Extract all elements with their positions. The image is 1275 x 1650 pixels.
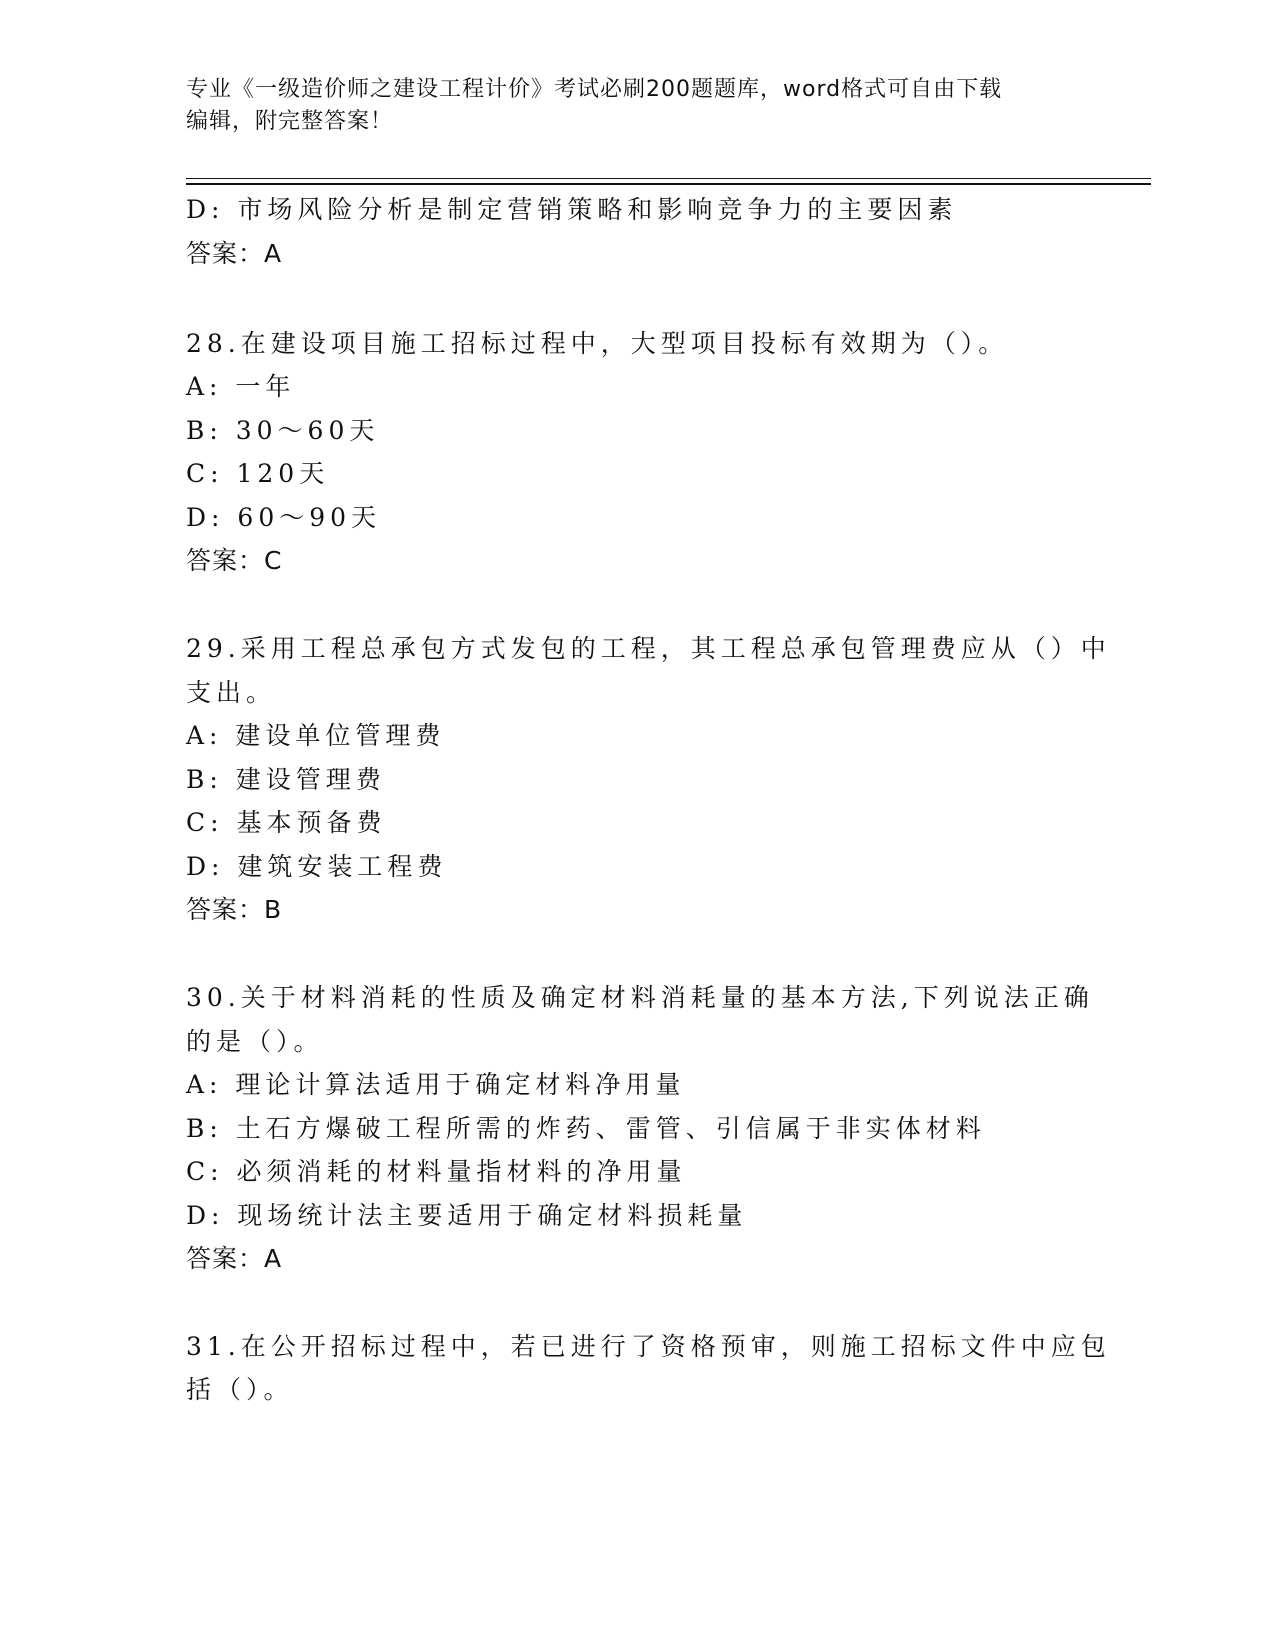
q30-option-d: D: 现场统计法主要适用于确定材料损耗量 bbox=[186, 1201, 748, 1230]
q29-option-c: C: 基本预备费 bbox=[186, 808, 387, 837]
q29-option-b: B: 建设管理费 bbox=[186, 765, 386, 794]
header-rule-thin bbox=[186, 178, 1151, 179]
q29-option-d: D: 建筑安装工程费 bbox=[186, 852, 448, 881]
q28-option-d: D: 60～90天 bbox=[186, 503, 382, 532]
q30-stem-line-1: 30.关于材料消耗的性质及确定材料消耗量的基本方法,下列说法正确 bbox=[186, 983, 1094, 1012]
q29-stem-line-1: 29.采用工程总承包方式发包的工程，其工程总承包管理费应从（）中 bbox=[186, 634, 1111, 663]
q28-option-c: C: 120天 bbox=[186, 459, 330, 488]
q30-option-b: B: 土石方爆破工程所需的炸药、雷管、引信属于非实体材料 bbox=[186, 1114, 986, 1143]
q31-stem-line-1: 31.在公开招标过程中，若已进行了资格预审，则施工招标文件中应包 bbox=[186, 1332, 1111, 1361]
q30-option-a: A: 理论计算法适用于确定材料净用量 bbox=[186, 1070, 686, 1099]
q28-option-a: A: 一年 bbox=[186, 372, 296, 401]
header-line-1: 专业《一级造价师之建设工程计价》考试必刷200题题库，word格式可自由下载 bbox=[186, 77, 1003, 102]
q29-option-a: A: 建设单位管理费 bbox=[186, 721, 446, 750]
q28-option-b: B: 30～60天 bbox=[186, 416, 380, 445]
q30-stem-line-2: 的是（）。 bbox=[186, 1027, 324, 1056]
q29-answer: 答案：B bbox=[186, 895, 283, 924]
q30-answer: 答案：A bbox=[186, 1244, 283, 1273]
header-rule-thick bbox=[186, 183, 1151, 185]
q28-stem: 28.在建设项目施工招标过程中，大型项目投标有效期为（）。 bbox=[186, 329, 1009, 358]
document-header bbox=[186, 74, 1066, 138]
q28-answer: 答案：C bbox=[186, 546, 283, 575]
prev-option-d: D: 市场风险分析是制定营销策略和影响竞争力的主要因素 bbox=[186, 195, 958, 224]
q31-stem-line-2: 括（）。 bbox=[186, 1375, 294, 1404]
q29-stem-line-2: 支出。 bbox=[186, 678, 277, 707]
prev-answer: 答案：A bbox=[186, 239, 283, 268]
header-line-2: 编辑，附完整答案！ bbox=[186, 109, 394, 134]
q30-option-c: C: 必须消耗的材料量指材料的净用量 bbox=[186, 1157, 687, 1186]
